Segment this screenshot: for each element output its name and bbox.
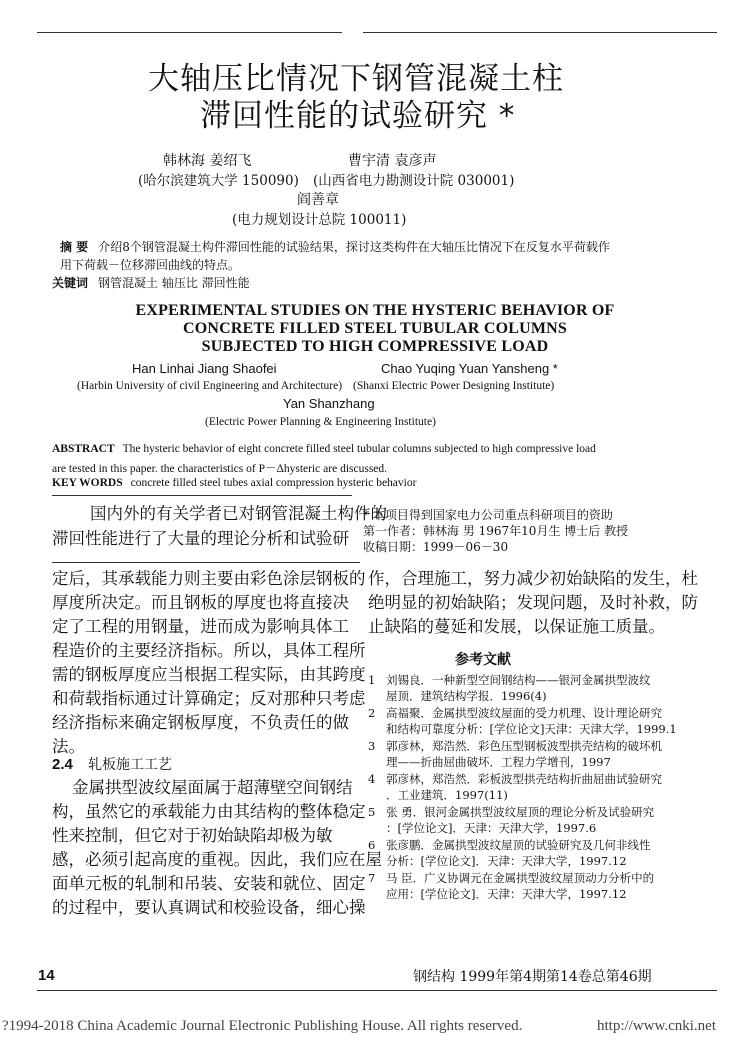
left-col2-line: 感，必须引起高度的重视。因此，我们应在屋 bbox=[52, 850, 382, 869]
abstract-en-line1 bbox=[52, 443, 596, 455]
authors-zh-right: 曹宇清 袁彦声 bbox=[348, 153, 437, 169]
affiliation-en-third: (Electric Power Planning & Engineering Institute) bbox=[205, 416, 436, 428]
reference-item bbox=[368, 738, 708, 770]
reference-text-line: 张彦鹏．金属拱型波纹屋顶的试验研究及几何非线性 bbox=[386, 838, 651, 852]
authors-en-right: Chao Yuqing Yuan Yansheng * bbox=[381, 361, 558, 376]
left-col-line: 定了工程的用钢量，进而成为影响具体工 bbox=[52, 617, 349, 636]
right-col-line: 止缺陷的蔓延和发展，以保证施工质量。 bbox=[368, 617, 665, 636]
left-col-line: 厚度所决定。而且钢板的厚度也将直接决 bbox=[52, 593, 349, 612]
section-number: 2.4 bbox=[52, 756, 73, 773]
left-col2-line: 面单元板的轧制和吊装、安装和就位、固定 bbox=[52, 874, 366, 893]
authors-zh-left: 韩林海 姜绍飞 bbox=[163, 153, 252, 169]
abstract-en-text1: The hysteric behavior of eight concrete filled steel tubular columns subjected to high compressive load bbox=[122, 443, 596, 455]
affiliation-en-left: (Harbin University of civil Engineering and Architecture) bbox=[77, 380, 343, 392]
left-col2-line: 金属拱型波纹屋面属于超薄壁空间钢结 bbox=[72, 778, 353, 797]
reference-number: 6 bbox=[368, 838, 376, 852]
title-en-line1: EXPERIMENTAL STUDIES ON THE HYSTERIC BEHAVIOR OF bbox=[135, 302, 615, 319]
reference-text-line: 理——折曲屈曲破坏．工程力学增刊，1997 bbox=[386, 755, 611, 769]
reference-number: 7 bbox=[368, 871, 376, 885]
reference-item bbox=[368, 837, 708, 869]
reference-text-line: ．工业建筑．1997(11) bbox=[386, 788, 508, 802]
right-col-line: 绝明显的初始缺陷；发现问题，及时补救，防 bbox=[368, 593, 698, 612]
copyright-notice: ?1994-2018 China Academic Journal Electronic Publishing House. All rights reserved. bbox=[2, 1018, 523, 1034]
left-col-line: 程造价的主要经济指标。所以，具体工程所 bbox=[52, 641, 366, 660]
reference-text-line: 屋顶．建筑结构学报．1996(4) bbox=[386, 689, 547, 703]
page-number: 14 bbox=[38, 967, 55, 984]
footnote-line3: 收稿日期：1999－06－30 bbox=[363, 540, 509, 554]
footnote-line2: 第一作者：韩林海 男 1967年10月生 博士后 教授 bbox=[363, 524, 629, 538]
reference-number: 5 bbox=[368, 805, 376, 819]
reference-number: 1 bbox=[368, 673, 376, 687]
abstract-zh-label: 摘 要 bbox=[60, 240, 89, 254]
journal-info: 钢结构 1999年第4期第14卷总第46期 bbox=[413, 969, 652, 985]
reference-text-line: 高福聚．金属拱型波纹屋面的受力机理、设计理论研究 bbox=[386, 706, 662, 720]
abstract-zh-line2: 用下荷载－位移滞回曲线的特点。 bbox=[60, 258, 241, 272]
reference-text-line: 和结构可靠度分析：[学位论文]天津：天津大学，1999.1 bbox=[386, 722, 677, 736]
reference-item bbox=[368, 705, 708, 737]
reference-number: 3 bbox=[368, 739, 376, 753]
section-title: 轧板施工工艺 bbox=[87, 757, 172, 773]
abstract-en-label: ABSTRACT bbox=[52, 443, 115, 455]
abstract-rule bbox=[52, 495, 352, 496]
reference-text-line: 刘锡良．一种新型空间钢结构——银河金属拱型波纹 bbox=[386, 673, 651, 687]
left-col-line: 定后，其承载能力则主要由彩色涂层钢板的 bbox=[52, 569, 366, 588]
right-column-text bbox=[368, 567, 698, 639]
keywords-en-label: KEY WORDS bbox=[52, 477, 123, 489]
left-col2-line: 构，虽然它的承载能力由其结构的整体稳定 bbox=[52, 802, 366, 821]
author-zh-third: 阎善章 bbox=[297, 192, 339, 208]
author-en-third: Yan Shanzhang bbox=[283, 396, 375, 411]
reference-text-line: ：[学位论文]．天津：天津大学，1997.6 bbox=[386, 821, 597, 835]
title-en-line2: CONCRETE FILLED STEEL TUBULAR COLUMNS bbox=[182, 320, 568, 337]
copyright-link[interactable]: http://www.cnki.net bbox=[597, 1018, 717, 1034]
reference-text-line: 马 臣．广义协调元在金属拱型波纹屋顶动力分析中的 bbox=[386, 871, 655, 885]
affiliation-en-right: (Shanxi Electric Power Designing Institute) bbox=[353, 380, 555, 392]
reference-text-line: 郭彦林，郑浩然．彩色压型钢板波型拱壳结构的破坏机 bbox=[386, 739, 662, 753]
reference-number: 2 bbox=[368, 706, 376, 720]
left-col-line: 和荷载指标通过计算确定；反对那种只考虑 bbox=[52, 689, 366, 708]
affiliation-zh-left: (哈尔滨建筑大学 150090) bbox=[138, 173, 299, 189]
left-col-line: 经济指标来确定钢板厚度，不负责任的做 bbox=[52, 713, 349, 732]
abstract-zh-text1: 介绍8个钢管混凝土构件滞回性能的试验结果，探讨这类构件在大轴压比情况下在反复水平荷载作 bbox=[98, 240, 610, 254]
title-zh-line2: 滞回性能的试验研究 * bbox=[200, 98, 516, 134]
authors-en-left: Han Linhai Jiang Shaofei bbox=[132, 361, 277, 376]
reference-number: 4 bbox=[368, 772, 376, 786]
intro-line1: 国内外的有关学者已对钢管混凝土构件的 bbox=[90, 504, 387, 523]
left-column-text bbox=[52, 567, 366, 759]
reference-item bbox=[368, 870, 708, 902]
reference-text-line: 郭彦林，郑浩然．彩板波型拱壳结构折曲屈曲试验研究 bbox=[386, 772, 662, 786]
references-title: 参考文献 bbox=[455, 652, 511, 668]
reference-item bbox=[368, 804, 708, 836]
keywords-zh-text: 钢管混凝土 轴压比 滞回性能 bbox=[98, 276, 250, 290]
left-column-text-2 bbox=[52, 776, 382, 920]
footer-rule bbox=[37, 990, 717, 991]
left-col-line: 法。 bbox=[52, 737, 85, 756]
abstract-en-line2: are tested in this paper. the characteristics of P－Δhysteric are discussed. bbox=[52, 463, 388, 475]
top-rule-left bbox=[37, 32, 342, 33]
reference-item bbox=[368, 771, 708, 803]
section-heading bbox=[52, 754, 172, 774]
keywords-zh bbox=[52, 274, 250, 291]
footnote-line1: * 本项目得到国家电力公司重点科研项目的资助 bbox=[363, 508, 613, 522]
top-rule-right bbox=[363, 32, 717, 33]
reference-item bbox=[368, 672, 708, 704]
affiliation-zh-right: (山西省电力勘测设计院 030001) bbox=[313, 173, 515, 189]
intro-line2: 滞回性能进行了大量的理论分析和试验研 bbox=[52, 529, 349, 548]
reference-text-line: 张 勇．银河金属拱型波纹屋顶的理论分析及试验研究 bbox=[386, 805, 655, 819]
affiliation-zh-third: (电力规划设计总院 100011) bbox=[232, 212, 407, 228]
title-zh-line1: 大轴压比情况下钢管混凝土柱 bbox=[148, 61, 564, 97]
right-col-line: 作，合理施工，努力减少初始缺陷的发生，杜 bbox=[368, 569, 698, 588]
section-divider-left bbox=[52, 562, 360, 563]
reference-text-line: 应用：[学位论文]．天津：天津大学，1997.12 bbox=[386, 887, 627, 901]
keywords-zh-label: 关键词 bbox=[52, 276, 89, 290]
title-en-line3: SUBJECTED TO HIGH COMPRESSIVE LOAD bbox=[201, 338, 549, 355]
keywords-en bbox=[52, 477, 416, 489]
reference-text-line: 分析：[学位论文]．天津：天津大学，1997.12 bbox=[386, 854, 627, 868]
left-col-line: 需的钢板厚度应当根据工程实际，由其跨度 bbox=[52, 665, 366, 684]
left-col2-line: 的过程中，要认真调试和校验设备，细心操 bbox=[52, 898, 366, 917]
keywords-en-text: concrete filled steel tubes axial compression hysteric behavior bbox=[130, 477, 417, 489]
left-col2-line: 性来控制，但它对于初始缺陷却极为敏 bbox=[52, 826, 333, 845]
abstract-zh-line1 bbox=[60, 238, 610, 255]
